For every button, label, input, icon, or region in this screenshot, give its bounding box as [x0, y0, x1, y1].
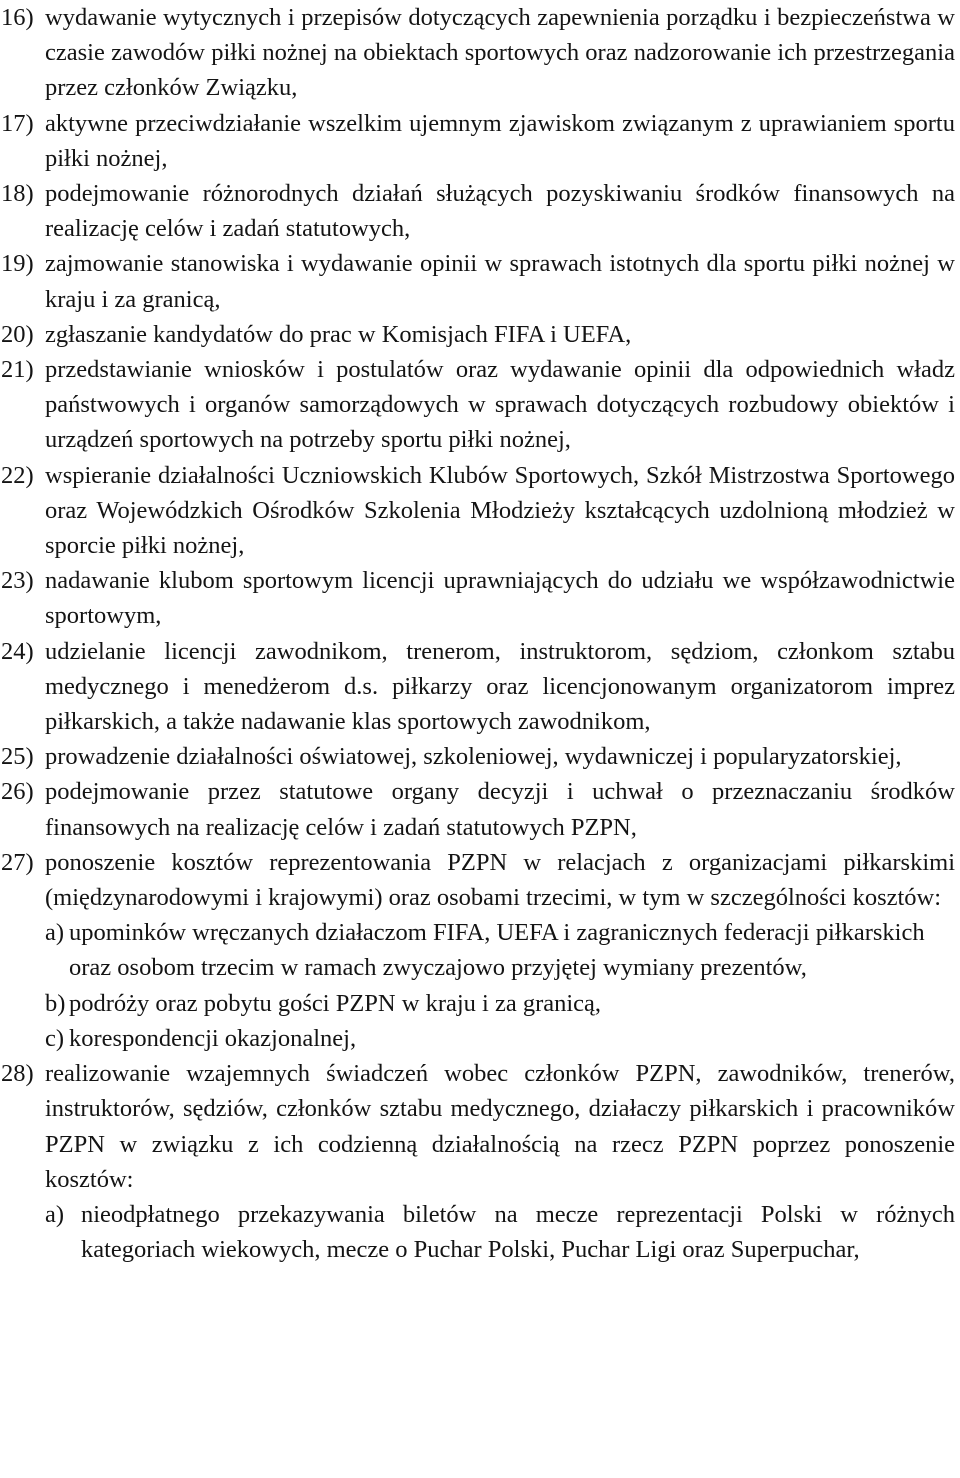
sub-item-mark: b) — [45, 989, 66, 1017]
sub-item-27a — [45, 915, 955, 985]
item-text: wydawanie wytycznych i przepisów dotyczących zapewnienia porządku i bezpieczeństwa w czasie zawodów piłki nożnej na obiektach sportowych oraz nadzorowanie ich przestrzegania przez członków Związku, — [45, 4, 955, 102]
sub-item-text: korespondencji okazjonalnej, — [69, 1024, 357, 1052]
sub-item-mark: a) — [45, 919, 65, 947]
sub-item-27b — [45, 986, 955, 1021]
item-text: aktywne przeciwdziałanie wszelkim ujemnym zjawiskom związanym z uprawianiem sportu piłki nożnej, — [45, 109, 955, 172]
sub-item-text: podróży oraz pobytu gości PZPN w kraju i za granicą, — [69, 989, 602, 1017]
list-item-26 — [1, 774, 955, 844]
list-item-24 — [1, 634, 955, 740]
item-number: 26) — [1, 778, 34, 806]
item-text: zajmowanie stanowiska i wydawanie opinii w sprawach istotnych dla sportu piłki nożnej w kraju i za granicą, — [45, 250, 955, 313]
list-item-19 — [1, 246, 955, 316]
item-text: udzielanie licencji zawodnikom, trenerom, instruktorom, sędziom, członkom sztabu medycznego i menedżerom d.s. piłkarzy oraz licencjonowanym organizatorom imprez piłkarskich, a także nadawanie klas sportowych zawodnikom, — [45, 637, 955, 736]
sub-item-mark: c) — [45, 1024, 65, 1052]
item-number: 17) — [1, 109, 34, 137]
sub-item-text: nieodpłatnego przekazywania biletów na mecze reprezentacji Polski w różnych kategoriach wiekowych, mecze o Puchar Polski, Puchar Ligi oraz Superpuchar, — [81, 1200, 955, 1264]
item-text: zgłaszanie kandydatów do prac w Komisjach FIFA i UEFA, — [45, 320, 632, 348]
item-text: wspieranie działalności Uczniowskich Klubów Sportowych, Szkół Mistrzostwa Sportowego oraz Wojewódzkich Ośrodków Szkolenia Młodzieży kształcących uzdolnioną młodzież w sporcie piłki nożnej, — [45, 461, 955, 560]
list-item-27 — [1, 845, 955, 915]
list-item-18 — [1, 176, 955, 246]
list-item-16 — [1, 0, 955, 106]
item-text: nadawanie klubom sportowym licencji uprawniających do udziału we współzawodnictwie sportowym, — [45, 567, 955, 630]
item-number: 20) — [1, 320, 34, 348]
item-text: przedstawianie wniosków i postulatów oraz wydawanie opinii dla odpowiednich władz państwowych i organów samorządowych w sprawach dotyczących rozbudowy obiektów i urządzeń sportowych na potrzeby sportu piłki nożnej, — [45, 356, 955, 454]
item-number: 24) — [1, 637, 34, 665]
list-item-20 — [1, 317, 955, 352]
sub-item-28a — [45, 1197, 955, 1267]
item-text: podejmowanie przez statutowe organy decyzji i uchwał o przeznaczaniu środków finansowych na realizację celów i zadań statutowych PZPN, — [45, 778, 955, 841]
item-number: 21) — [1, 356, 34, 384]
list-item-23 — [1, 563, 955, 633]
list-item-17 — [1, 106, 955, 176]
sub-item-text: upominków wręczanych działaczom FIFA, UEFA i zagranicznych federacji piłkarskich oraz osobom trzecim w ramach zwyczajowo przyjętej wymiany prezentów, — [69, 919, 925, 982]
item-number: 19) — [1, 250, 34, 278]
item-text: ponoszenie kosztów reprezentowania PZPN w relacjach z organizacjami piłkarskimi (międzynarodowymi i krajowymi) oraz osobami trzecimi, w tym w szczególności kosztów: — [45, 848, 955, 912]
item-text: podejmowanie różnorodnych działań służących pozyskiwaniu środków finansowych na realizację celów i zadań statutowych, — [45, 180, 955, 243]
list-item-22 — [1, 458, 955, 564]
item-text: realizowanie wzajemnych świadczeń wobec członków PZPN, zawodników, trenerów, instruktorów, sędziów, członków sztabu medycznego, działaczy piłkarskich i pracowników PZPN w związku z ich codzienną działalnością na rzecz PZPN poprzez ponoszenie kosztów: — [45, 1060, 955, 1193]
list-item-21 — [1, 352, 955, 458]
item-number: 16) — [1, 4, 34, 31]
item-number: 18) — [1, 180, 34, 208]
sub-item-mark: a) — [45, 1200, 65, 1228]
item-number: 23) — [1, 567, 34, 595]
list-item-28 — [1, 1056, 955, 1197]
item-number: 27) — [1, 848, 34, 876]
list-item-25 — [1, 739, 955, 774]
item-text: prowadzenie działalności oświatowej, szkoleniowej, wydawniczej i popularyzatorskiej, — [45, 743, 902, 771]
item-number: 25) — [1, 743, 34, 771]
sub-item-27c — [45, 1021, 955, 1056]
item-number: 28) — [1, 1060, 34, 1088]
item-number: 22) — [1, 461, 34, 489]
